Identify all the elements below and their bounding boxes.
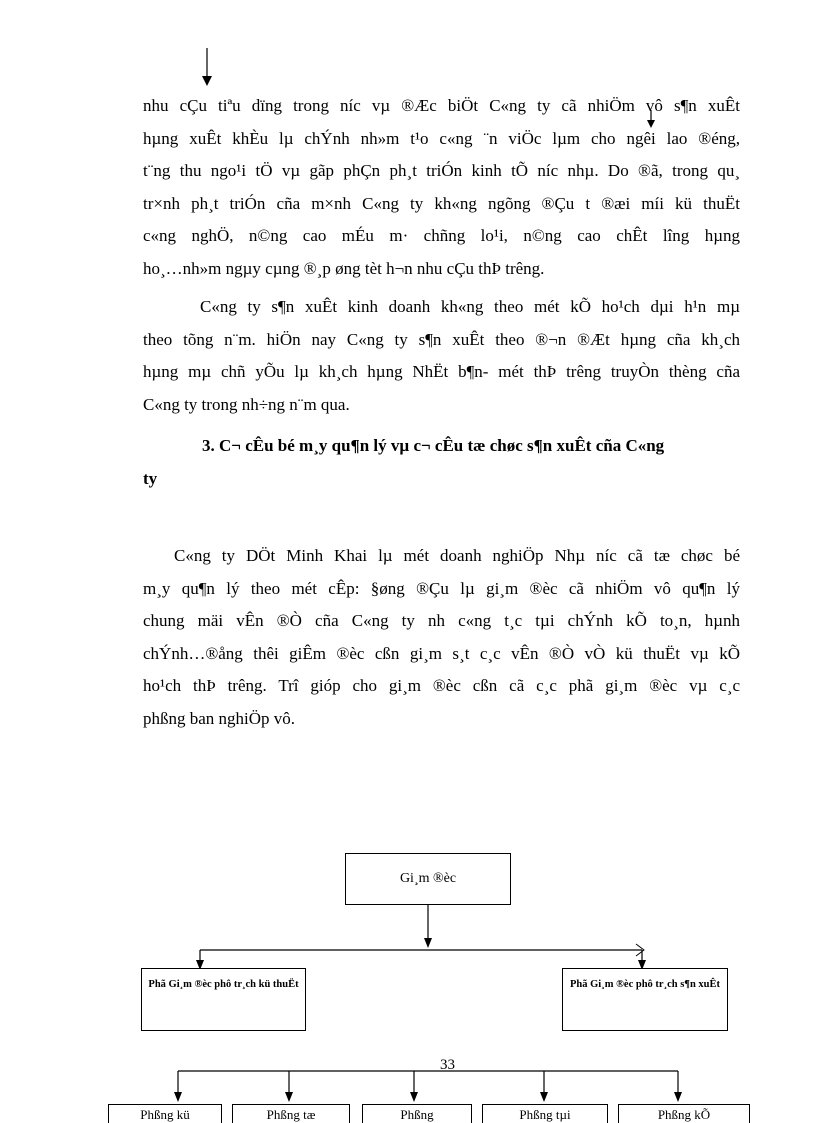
director-box	[345, 853, 511, 905]
paragraph-1-line: hµng xuÊt khÈu lµ chÝnh nh»m t¹o c«ng ¨n viÖc lµm cho ngêi lao ®éng,	[143, 128, 740, 148]
department-label: Phßng tµi	[519, 1107, 571, 1122]
paragraph-3-line: chÝnh…®ång thêi giÊm ®èc cßn gi¸m s¸t c¸c vÊn ®Ò vÒ kü thuËt vµ kÕ	[143, 643, 740, 663]
paragraph-2	[143, 291, 740, 421]
department-label: Phßng	[400, 1107, 434, 1122]
department-label: Phßng tæ	[266, 1107, 316, 1122]
paragraph-1-line: c«ng nghÖ, n©ng cao mÉu m· chñng lo¹i, n©ng cao chÊt lîng hµng	[143, 226, 740, 245]
paragraph-2-line: hµng mµ chñ yÕu lµ kh¸ch hµng NhËt b¶n- mét thÞ trêng truyÒn thèng cña	[143, 362, 740, 381]
deputy-production-box	[562, 968, 728, 1031]
department-box	[362, 1104, 472, 1123]
director-label: Gi¸m ®èc	[399, 871, 457, 886]
deputy-technical-label: Phã Gi¸m ®èc phô tr¸ch kü thuËt	[148, 979, 299, 990]
paragraph-3-line: m¸y qu¶n lý theo mét cÊp: §øng ®Çu lµ gi¸m ®èc cã nhiÖm vô qu¶n lý	[143, 578, 740, 598]
department-box	[108, 1104, 222, 1123]
paragraph-1-line: t¨ng thu ngo¹i tÖ vµ gãp phÇn ph¸t triÓn kinh tÕ níc nhµ. Do ®ã, trong qu¸	[143, 161, 740, 180]
paragraph-1-line: ho¸…nh»m ngµy cµng ®¸p øng tèt h¬n nhu cÇu thÞ trêng.	[143, 258, 545, 278]
paragraph-2-line: C«ng ty s¶n xuÊt kinh doanh kh«ng theo mét kÕ ho¹ch dµi h¹n mµ	[200, 297, 740, 316]
section-heading-line-1: 3. C¬ cÊu bé m¸y qu¶n lý vµ c¬ cÊu tæ chøc s¶n xuÊt cña C«ng	[202, 436, 665, 455]
paragraph-3-line: chung mäi vÊn ®Ò cña C«ng ty nh c«ng t¸c tµi chÝnh kÕ to¸n, hµnh	[143, 611, 740, 630]
department-box	[618, 1104, 750, 1123]
paragraph-3	[143, 540, 740, 735]
deputy-technical-box	[141, 968, 306, 1031]
paragraph-1-line: tr×nh ph¸t triÓn cña m×nh C«ng ty kh«ng ngõng ®Çu t ®æi míi kü thuËt	[143, 193, 740, 213]
section-heading-line-2: ty	[143, 468, 158, 488]
paragraph-1	[143, 90, 740, 285]
paragraph-1-line: nhu cÇu tiªu dïng trong níc vµ ®Æc biÖt C«ng ty cã nhiÖm vô s¶n xuÊt	[143, 96, 740, 115]
page-number: 33	[440, 1057, 455, 1073]
department-label: Phßng kü	[140, 1107, 190, 1122]
paragraph-3-line: C«ng ty DÖt Minh Khai lµ mét doanh nghiÖp Nhµ níc cã tæ chøc bé	[174, 546, 740, 565]
department-box	[482, 1104, 608, 1123]
section-heading	[143, 430, 740, 495]
paragraph-2-line: C«ng ty trong nh÷ng n¨m qua.	[143, 394, 350, 414]
paragraph-3-line: phßng ban nghiÖp vô.	[143, 708, 296, 728]
paragraph-3-line: ho¹ch thÞ trêng. Trî gióp cho gi¸m ®èc cßn cã c¸c phã gi¸m ®èc vµ c¸c	[143, 676, 740, 695]
deputy-production-label: Phã Gi¸m ®èc phô tr¸ch s¶n xuÊt	[569, 979, 720, 990]
department-label: Phßng kÕ	[657, 1107, 711, 1122]
department-box	[232, 1104, 350, 1123]
paragraph-2-line: theo tõng n¨m. hiÖn nay C«ng ty s¶n xuÊt theo ®¬n ®Æt hµng cña kh¸ch	[143, 329, 740, 349]
